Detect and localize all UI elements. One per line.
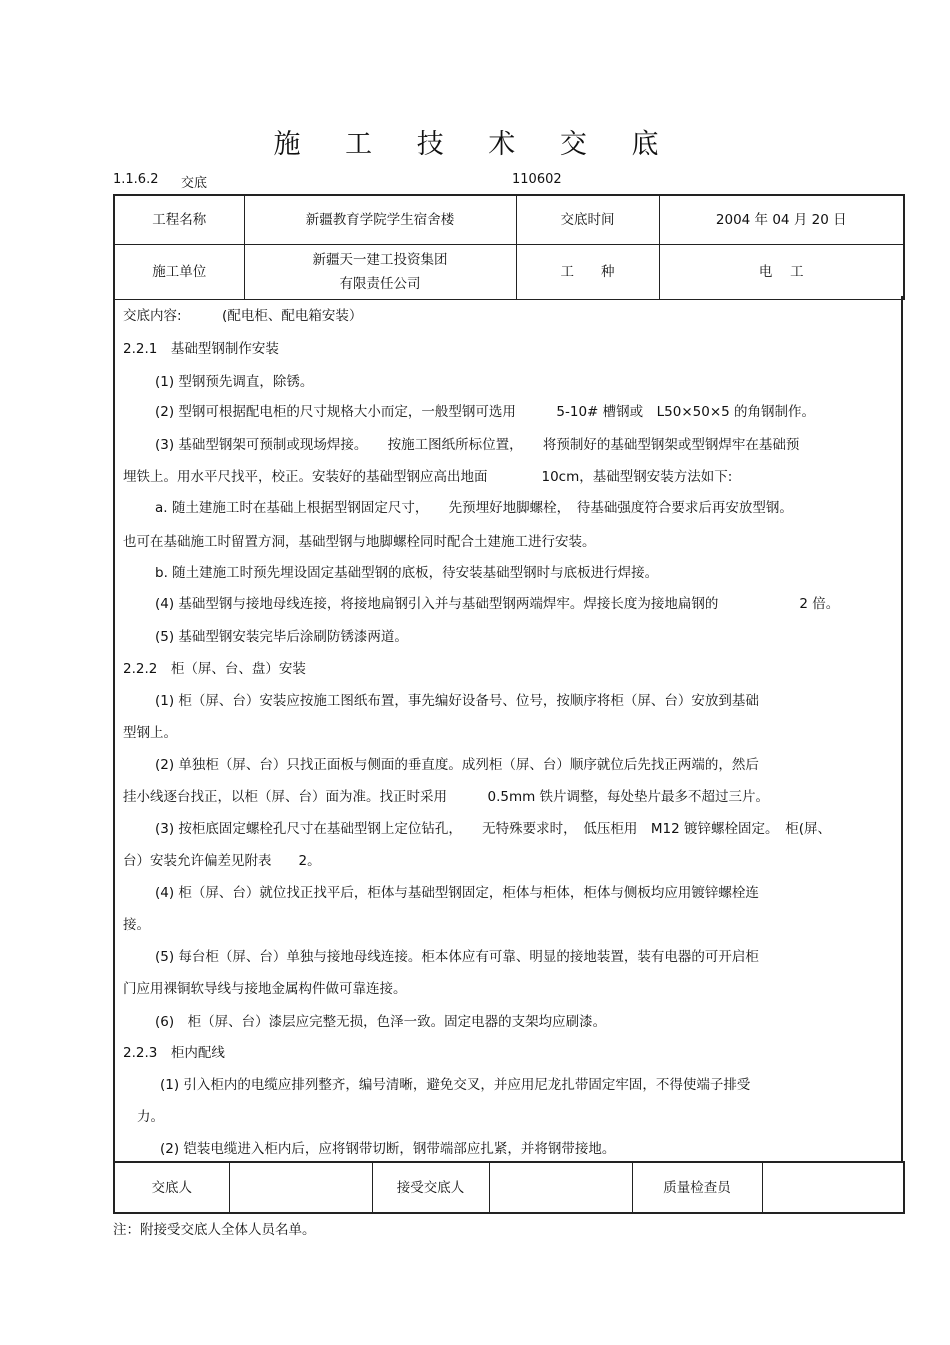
header-table: [113, 194, 905, 300]
content-heading: 交底内容: (配电柜、配电箱安装）: [123, 308, 363, 324]
signature-row: [114, 1162, 904, 1213]
construction-unit-label: 施工单位: [114, 245, 244, 300]
content-line: (5) 基础型钢安装完毕后涂刷防锈漆两道。: [155, 629, 408, 645]
construction-unit-value: [244, 245, 516, 300]
content-line: 接。: [123, 917, 150, 933]
content-line: (1) 型钢预先调直，除锈。: [155, 374, 314, 390]
content-line: 门应用裸铜软导线与接地金属构件做可靠连接。: [123, 981, 407, 997]
construction-unit-line2: 有限责任公司: [339, 276, 421, 292]
footnote: 注：附接受交底人全体人员名单。: [113, 1222, 316, 1238]
signature-table: [113, 1161, 905, 1214]
construction-unit-line1: 新疆天一建工投资集团: [312, 252, 448, 268]
content-line: (5) 每台柜（屏、台）单独与接地母线连接。柜本体应有可靠、明显的接地装置，装有电器的可开启柜: [155, 949, 759, 965]
header-row-unit: [114, 245, 904, 300]
content-line: a. 随土建施工时在基础上根据型钢固定尺寸， 先预埋好地脚螺栓， 待基础强度符合要求后再安放型钢。: [155, 500, 793, 516]
content-line: (2) 铠装电缆进入柜内后，应将钢带切断，钢带端部应扎紧，并将钢带接地。: [160, 1141, 616, 1157]
discloser-field[interactable]: [229, 1162, 372, 1213]
content-line: (2) 型钢可根据配电柜的尺寸规格大小而定，一般型钢可选用 5-10# 槽钢或 L50×50×5 的角钢制作。: [155, 404, 816, 420]
document-title: 施 工 技 术 交 底: [273, 129, 677, 160]
project-name-value: 新疆教育学院学生宿舍楼: [244, 195, 516, 245]
content-line: 挂小线逐台找正，以柜（屏、台）面为准。找正时采用 0.5mm 铁片调整，每处垫片最多不超过三片。: [123, 789, 770, 805]
disclosure-time-value: 2004 年 04 月 20 日: [659, 195, 904, 245]
content-line: (1) 引入柜内的电缆应排列整齐，编号清晰，避免交叉，并应用尼龙扎带固定牢固，不得使端子排受: [160, 1077, 751, 1093]
project-name-label: 工程名称: [114, 195, 244, 245]
content-line: (4) 基础型钢与接地母线连接，将接地扁钢引入并与基础型钢两端焊牢。焊接长度为接地扁钢的 2 倍。: [155, 596, 840, 612]
receiver-field[interactable]: [489, 1162, 632, 1213]
content-line: 也可在基础施工时留置方洞，基础型钢与地脚螺栓同时配合土建施工进行安装。: [123, 534, 596, 550]
document-number: 110602: [512, 172, 562, 187]
content-line: (4) 柜（屏、台）就位找正找平后，柜体与基础型钢固定，柜体与柜体，柜体与侧板均应用镀锌螺栓连: [155, 885, 759, 901]
section-label: 交底: [181, 176, 208, 191]
section-heading: 2.2.3 柜内配线: [123, 1045, 225, 1061]
header-row-project: [114, 195, 904, 245]
receiver-label: 接受交底人: [372, 1162, 489, 1213]
inspector-label: 质量检查员: [632, 1162, 762, 1213]
trade-label: 工 种: [516, 245, 659, 300]
section-code: 1.1.6.2: [113, 172, 159, 187]
content-line: (6) 柜（屏、台）漆层应完整无损，色泽一致。固定电器的支架均应刷漆。: [155, 1014, 607, 1030]
content-line: 埋铁上。用水平尺找平，校正。安装好的基础型钢应高出地面 10cm，基础型钢安装方法如下:: [123, 469, 733, 485]
section-heading: 2.2.2 柜（屏、台、盘）安装: [123, 661, 306, 677]
content-line: (1) 柜（屏、台）安装应按施工图纸布置，事先编好设备号、位号，按顺序将柜（屏、台）安放到基础: [155, 693, 759, 709]
discloser-label: 交底人: [114, 1162, 229, 1213]
disclosure-time-label: 交底时间: [516, 195, 659, 245]
content-line: (3) 按柜底固定螺栓孔尺寸在基础型钢上定位钻孔， 无特殊要求时， 低压柜用 M12 镀锌螺栓固定。 柜(屏、: [155, 821, 832, 837]
content-line: 力。: [137, 1109, 164, 1125]
content-line: (3) 基础型钢架可预制或现场焊接。 按施工图纸所标位置， 将预制好的基础型钢架或型钢焊牢在基础预: [155, 437, 800, 453]
inspector-field[interactable]: [762, 1162, 904, 1213]
disclosure-content: [113, 296, 903, 1161]
content-line: 台）安装允许偏差见附表 2。: [123, 853, 321, 869]
content-line: 型钢上。: [123, 725, 177, 741]
trade-value: 电 工: [659, 245, 904, 300]
content-line: (2) 单独柜（屏、台）只找正面板与侧面的垂直度。成列柜（屏、台）顺序就位后先找正两端的，然后: [155, 757, 759, 773]
content-line: b. 随土建施工时预先埋设固定基础型钢的底板，待安装基础型钢时与底板进行焊接。: [155, 565, 659, 581]
section-heading: 2.2.1 基础型钢制作安装: [123, 341, 279, 357]
